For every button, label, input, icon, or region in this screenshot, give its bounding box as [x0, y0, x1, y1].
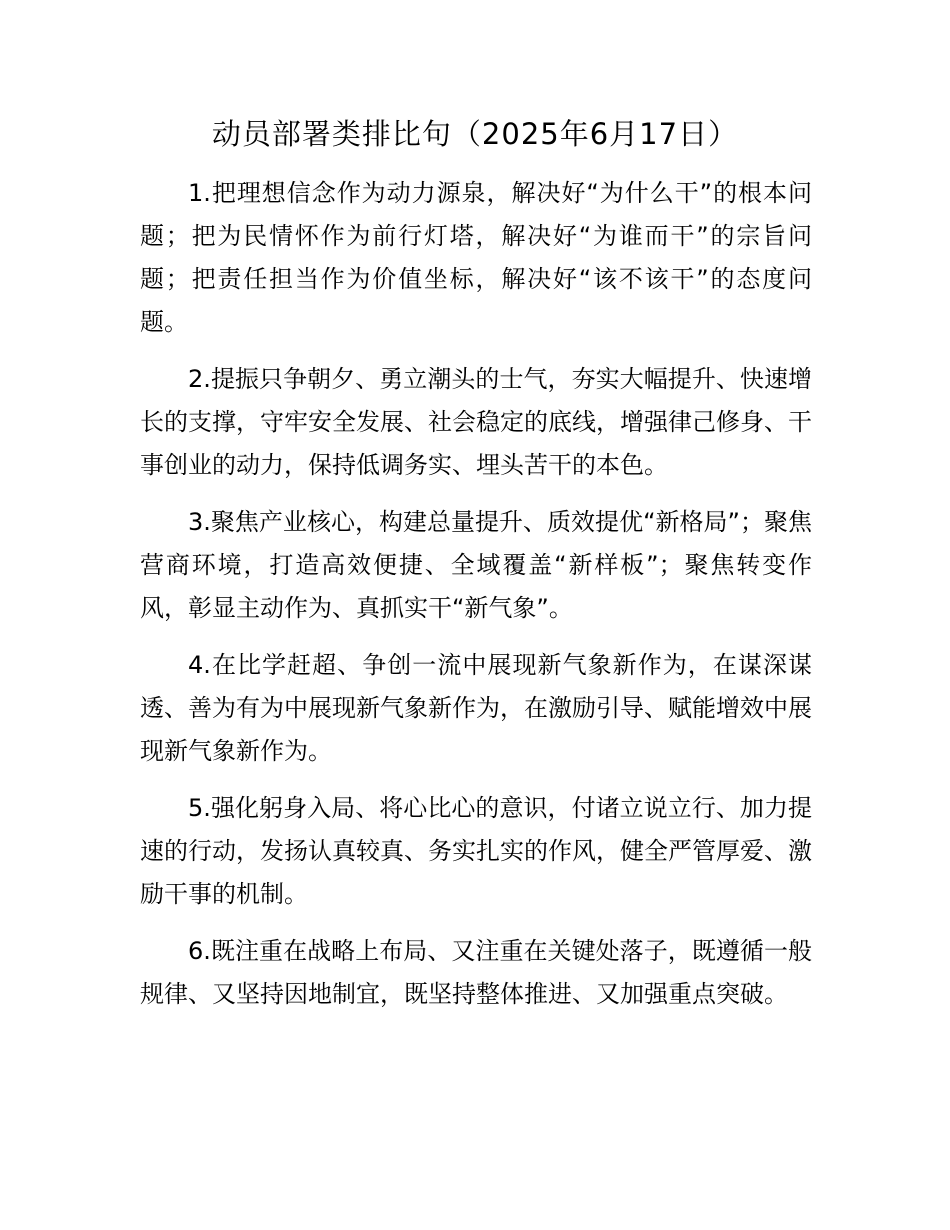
document-body [140, 172, 812, 1030]
paragraph-6: 6.既注重在战略上布局、又注重在关键处落子，既遵循一般规律、又坚持因地制宜，既坚持整体推进、又加强重点突破。 [140, 937, 812, 1008]
paragraph-1: 1.把理想信念作为动力源泉，解决好“为什么干”的根本问题；把为民情怀作为前行灯塔，解决好“为谁而干”的宗旨问题；把责任担当作为价值坐标，解决好“该不该干”的态度问题。 [140, 179, 812, 336]
paragraph-5: 5.强化躬身入局、将心比心的意识，付诸立说立行、加力提速的行动，发扬认真较真、务实扎实的作风，健全严管厚爱、激励干事的机制。 [140, 794, 812, 908]
paragraph-2: 2.提振只争朝夕、勇立潮头的士气，夯实大幅提升、快速增长的支撑，守牢安全发展、社会稳定的底线，增强律己修身、干事创业的动力，保持低调务实、埋头苦干的本色。 [140, 365, 812, 479]
paragraph-3: 3.聚焦产业核心，构建总量提升、质效提优“新格局”；聚焦营商环境，打造高效便捷、全域覆盖“新样板”；聚焦转变作风，彰显主动作为、真抓实干“新气象”。 [140, 508, 812, 622]
document-title: 动员部署类排比句（2025年6月17日） [211, 117, 739, 151]
paragraph-4: 4.在比学赶超、争创一流中展现新气象新作为，在谋深谋透、善为有为中展现新气象新作为，在激励引导、赋能增效中展现新气象新作为。 [140, 651, 812, 765]
